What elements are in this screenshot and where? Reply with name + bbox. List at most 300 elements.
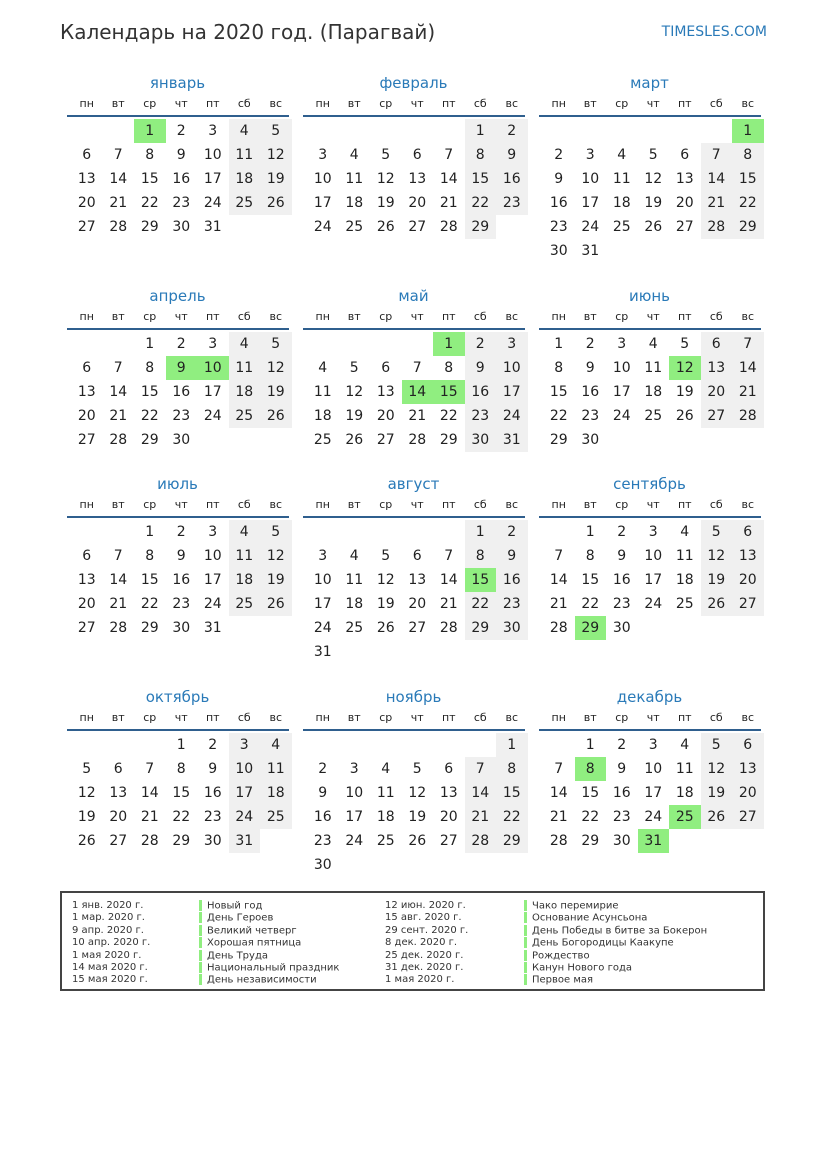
day-cell: 14 bbox=[109, 384, 128, 400]
legend-holiday-name bbox=[199, 937, 339, 949]
day-cell: 3 bbox=[496, 332, 528, 356]
day-grid bbox=[71, 332, 292, 452]
day-cell: 6 bbox=[113, 761, 123, 777]
day-cell: 26 bbox=[376, 620, 395, 636]
day-cell: 18 bbox=[229, 568, 261, 592]
weekday-label: вт bbox=[347, 498, 361, 511]
day-cell: 4 bbox=[318, 360, 328, 376]
day-cell: 22 bbox=[140, 195, 159, 211]
holiday-day-cell: 31 bbox=[638, 829, 670, 853]
day-cell: 3 bbox=[229, 733, 261, 757]
month-1 bbox=[71, 72, 292, 239]
holiday-day-cell: 8 bbox=[575, 757, 607, 781]
weekday-label: чт bbox=[646, 711, 660, 724]
day-cell: 5 bbox=[701, 520, 733, 544]
day-cell: 4 bbox=[680, 524, 690, 540]
weekday-label: вт bbox=[111, 711, 125, 724]
day-cell: 15 bbox=[140, 171, 159, 187]
weekday-label: вт bbox=[583, 498, 597, 511]
day-cell: 27 bbox=[675, 219, 694, 235]
legend-date: 1 мар. 2020 г. bbox=[72, 912, 145, 924]
month-name: февраль bbox=[379, 74, 448, 92]
day-cell: 9 bbox=[617, 761, 627, 777]
day-cell: 27 bbox=[439, 833, 458, 849]
day-cell: 17 bbox=[644, 785, 663, 801]
day-cell: 15 bbox=[496, 781, 528, 805]
day-cell: 29 bbox=[549, 432, 568, 448]
day-cell: 19 bbox=[376, 195, 395, 211]
day-cell: 20 bbox=[408, 596, 427, 612]
day-cell: 23 bbox=[549, 219, 568, 235]
day-cell: 26 bbox=[260, 191, 292, 215]
day-cell: 28 bbox=[732, 404, 764, 428]
day-cell: 6 bbox=[82, 360, 92, 376]
month-name: май bbox=[398, 287, 429, 305]
weekday-label: сб bbox=[237, 711, 251, 724]
day-cell: 2 bbox=[554, 147, 564, 163]
month-8 bbox=[307, 473, 528, 664]
holiday-marker bbox=[199, 974, 202, 985]
day-cell: 4 bbox=[617, 147, 627, 163]
legend-date: 15 мая 2020 г. bbox=[72, 974, 148, 986]
day-cell: 13 bbox=[408, 171, 427, 187]
day-cell: 27 bbox=[732, 805, 764, 829]
weekday-header bbox=[71, 708, 292, 728]
weekday-label: пн bbox=[551, 711, 566, 724]
day-cell: 1 bbox=[465, 119, 497, 143]
day-cell: 13 bbox=[77, 572, 96, 588]
day-cell: 12 bbox=[260, 143, 292, 167]
day-cell: 9 bbox=[176, 147, 186, 163]
empty-cell bbox=[669, 119, 701, 143]
weekday-label: вс bbox=[269, 498, 283, 511]
month-name: январь bbox=[149, 74, 206, 92]
weekday-label: пн bbox=[315, 711, 330, 724]
day-cell: 13 bbox=[732, 544, 764, 568]
day-cell: 30 bbox=[549, 243, 568, 259]
day-cell: 9 bbox=[208, 761, 218, 777]
day-cell: 4 bbox=[229, 119, 261, 143]
day-cell: 27 bbox=[408, 219, 427, 235]
day-cell: 3 bbox=[585, 147, 595, 163]
day-cell: 24 bbox=[644, 809, 663, 825]
day-cell: 18 bbox=[229, 380, 261, 404]
day-cell: 12 bbox=[260, 544, 292, 568]
day-cell: 22 bbox=[581, 809, 600, 825]
empty-cell bbox=[103, 520, 135, 544]
day-cell: 21 bbox=[140, 809, 159, 825]
legend-holiday-name bbox=[524, 962, 707, 974]
day-cell: 20 bbox=[675, 195, 694, 211]
empty-cell bbox=[339, 119, 371, 143]
day-cell: 12 bbox=[644, 171, 663, 187]
day-cell: 5 bbox=[260, 332, 292, 356]
weekday-label: вт bbox=[111, 498, 125, 511]
legend-name-text: Рождество bbox=[532, 950, 590, 962]
day-cell: 20 bbox=[701, 380, 733, 404]
day-cell: 6 bbox=[732, 520, 764, 544]
weekday-label: ср bbox=[143, 97, 157, 110]
weekday-label: пн bbox=[315, 97, 330, 110]
day-cell: 6 bbox=[82, 147, 92, 163]
day-cell: 11 bbox=[229, 544, 261, 568]
weekday-label: сб bbox=[473, 97, 487, 110]
day-cell: 1 bbox=[145, 524, 155, 540]
day-cell: 17 bbox=[612, 384, 631, 400]
weekday-label: сб bbox=[237, 97, 251, 110]
weekday-label: чт bbox=[646, 97, 660, 110]
day-cell: 17 bbox=[644, 572, 663, 588]
day-cell: 4 bbox=[381, 761, 391, 777]
weekday-label: пт bbox=[441, 498, 456, 511]
day-cell: 19 bbox=[260, 380, 292, 404]
weekday-label: пт bbox=[205, 97, 220, 110]
weekday-label: ср bbox=[379, 310, 393, 323]
holiday-marker bbox=[524, 900, 527, 911]
day-cell: 2 bbox=[496, 119, 528, 143]
day-cell: 11 bbox=[376, 785, 395, 801]
weekday-label: чт bbox=[174, 310, 188, 323]
empty-cell bbox=[103, 733, 135, 757]
day-cell: 18 bbox=[229, 167, 261, 191]
day-cell: 5 bbox=[381, 147, 391, 163]
header-rule bbox=[539, 516, 761, 518]
day-cell: 11 bbox=[675, 761, 694, 777]
weekday-label: вт bbox=[347, 711, 361, 724]
legend-name-text: День Труда bbox=[207, 950, 268, 962]
holiday-day-cell: 10 bbox=[197, 356, 229, 380]
day-cell: 24 bbox=[203, 596, 222, 612]
day-cell: 18 bbox=[313, 408, 332, 424]
day-cell: 30 bbox=[172, 432, 191, 448]
holiday-marker bbox=[199, 900, 202, 911]
day-cell: 11 bbox=[675, 548, 694, 564]
day-cell: 2 bbox=[176, 336, 186, 352]
month-name: сентябрь bbox=[613, 475, 686, 493]
day-cell: 26 bbox=[701, 592, 733, 616]
day-cell: 14 bbox=[109, 572, 128, 588]
legend-name-text: Национальный праздник bbox=[207, 962, 340, 974]
day-cell: 24 bbox=[203, 195, 222, 211]
day-cell: 25 bbox=[345, 219, 364, 235]
day-grid bbox=[71, 119, 292, 239]
day-cell: 9 bbox=[496, 143, 528, 167]
weekday-label: пт bbox=[677, 310, 692, 323]
day-cell: 5 bbox=[701, 733, 733, 757]
empty-cell bbox=[465, 733, 497, 757]
day-cell: 17 bbox=[203, 384, 222, 400]
header-rule bbox=[539, 115, 761, 117]
day-cell: 8 bbox=[465, 544, 497, 568]
weekday-label: пн bbox=[79, 97, 94, 110]
day-cell: 5 bbox=[349, 360, 359, 376]
day-cell: 6 bbox=[412, 548, 422, 564]
holiday-day-cell: 25 bbox=[669, 805, 701, 829]
day-cell: 10 bbox=[612, 360, 631, 376]
day-cell: 28 bbox=[701, 215, 733, 239]
day-cell: 13 bbox=[732, 757, 764, 781]
day-cell: 3 bbox=[208, 524, 218, 540]
weekday-label: пн bbox=[79, 498, 94, 511]
holiday-marker bbox=[524, 962, 527, 973]
day-cell: 14 bbox=[439, 171, 458, 187]
empty-cell bbox=[134, 733, 166, 757]
month-3 bbox=[543, 72, 764, 263]
day-cell: 30 bbox=[172, 620, 191, 636]
day-cell: 16 bbox=[172, 384, 191, 400]
day-cell: 27 bbox=[77, 432, 96, 448]
holiday-marker bbox=[524, 937, 527, 948]
day-cell: 27 bbox=[77, 620, 96, 636]
legend-holiday-name bbox=[524, 974, 707, 986]
day-cell: 6 bbox=[444, 761, 454, 777]
legend-name-text: Основание Асунсьона bbox=[532, 912, 648, 924]
month-name: декабрь bbox=[616, 688, 683, 706]
day-cell: 2 bbox=[496, 520, 528, 544]
weekday-label: вс bbox=[505, 711, 519, 724]
weekday-header bbox=[307, 94, 528, 114]
weekday-label: чт bbox=[410, 498, 424, 511]
day-cell: 26 bbox=[675, 408, 694, 424]
day-cell: 4 bbox=[260, 733, 292, 757]
day-cell: 10 bbox=[229, 757, 261, 781]
weekday-label: пт bbox=[205, 310, 220, 323]
weekday-label: чт bbox=[174, 97, 188, 110]
legend-holiday-name bbox=[524, 937, 707, 949]
empty-cell bbox=[638, 119, 670, 143]
day-cell: 9 bbox=[585, 360, 595, 376]
weekday-label: вт bbox=[347, 97, 361, 110]
header-rule bbox=[67, 328, 289, 330]
month-name: март bbox=[630, 74, 669, 92]
day-cell: 16 bbox=[172, 572, 191, 588]
month-12 bbox=[543, 686, 764, 853]
day-cell: 18 bbox=[675, 572, 694, 588]
legend-date: 9 апр. 2020 г. bbox=[72, 924, 144, 936]
day-cell: 26 bbox=[644, 219, 663, 235]
weekday-header bbox=[307, 708, 528, 728]
header-rule bbox=[539, 729, 761, 731]
day-cell: 22 bbox=[549, 408, 568, 424]
day-cell: 25 bbox=[345, 620, 364, 636]
day-cell: 7 bbox=[145, 761, 155, 777]
day-cell: 7 bbox=[444, 147, 454, 163]
day-cell: 25 bbox=[260, 805, 292, 829]
day-cell: 12 bbox=[701, 544, 733, 568]
day-cell: 20 bbox=[439, 809, 458, 825]
day-cell: 30 bbox=[581, 432, 600, 448]
day-cell: 22 bbox=[465, 592, 497, 616]
day-cell: 2 bbox=[465, 332, 497, 356]
day-cell: 8 bbox=[444, 360, 454, 376]
day-cell: 1 bbox=[496, 733, 528, 757]
day-cell: 29 bbox=[172, 833, 191, 849]
weekday-label: вт bbox=[583, 310, 597, 323]
weekday-label: сб bbox=[473, 310, 487, 323]
day-cell: 10 bbox=[313, 171, 332, 187]
day-cell: 14 bbox=[439, 572, 458, 588]
empty-cell bbox=[543, 733, 575, 757]
day-cell: 26 bbox=[408, 833, 427, 849]
brand-link[interactable]: TIMESLES.COM bbox=[661, 24, 767, 40]
day-cell: 5 bbox=[412, 761, 422, 777]
day-cell: 13 bbox=[77, 384, 96, 400]
day-cell: 24 bbox=[229, 805, 261, 829]
day-cell: 24 bbox=[496, 404, 528, 428]
day-cell: 7 bbox=[113, 360, 123, 376]
day-cell: 28 bbox=[465, 829, 497, 853]
day-cell: 17 bbox=[203, 171, 222, 187]
day-cell: 28 bbox=[439, 620, 458, 636]
empty-cell bbox=[370, 520, 402, 544]
legend-name-text: День Героев bbox=[207, 912, 274, 924]
day-cell: 18 bbox=[644, 384, 663, 400]
day-cell: 13 bbox=[675, 171, 694, 187]
day-cell: 12 bbox=[408, 785, 427, 801]
day-cell: 27 bbox=[701, 404, 733, 428]
day-cell: 19 bbox=[701, 781, 733, 805]
day-cell: 25 bbox=[376, 833, 395, 849]
day-cell: 15 bbox=[140, 572, 159, 588]
day-cell: 1 bbox=[554, 336, 564, 352]
weekday-label: вс bbox=[269, 97, 283, 110]
weekday-label: пт bbox=[441, 97, 456, 110]
day-grid bbox=[543, 119, 764, 263]
day-cell: 10 bbox=[644, 761, 663, 777]
day-cell: 30 bbox=[465, 428, 497, 452]
day-cell: 9 bbox=[617, 548, 627, 564]
day-cell: 13 bbox=[408, 572, 427, 588]
day-cell: 12 bbox=[260, 356, 292, 380]
holiday-day-cell: 15 bbox=[465, 568, 497, 592]
day-grid bbox=[71, 733, 292, 853]
legend-names-right bbox=[524, 900, 707, 987]
day-cell: 19 bbox=[675, 384, 694, 400]
day-cell: 9 bbox=[554, 171, 564, 187]
holiday-day-cell: 1 bbox=[433, 332, 465, 356]
weekday-label: сб bbox=[709, 711, 723, 724]
day-cell: 10 bbox=[581, 171, 600, 187]
header-rule bbox=[67, 115, 289, 117]
day-cell: 6 bbox=[701, 332, 733, 356]
weekday-header bbox=[543, 307, 764, 327]
month-10 bbox=[71, 686, 292, 853]
day-cell: 7 bbox=[113, 548, 123, 564]
day-grid bbox=[307, 520, 528, 664]
day-cell: 22 bbox=[140, 596, 159, 612]
weekday-label: пн bbox=[79, 310, 94, 323]
legend-date: 1 янв. 2020 г. bbox=[72, 900, 144, 911]
day-cell: 21 bbox=[408, 408, 427, 424]
empty-cell bbox=[103, 119, 135, 143]
weekday-label: пн bbox=[79, 711, 94, 724]
weekday-label: вт bbox=[583, 97, 597, 110]
day-cell: 22 bbox=[439, 408, 458, 424]
legend-name-text: Новый год bbox=[207, 900, 263, 912]
empty-cell bbox=[606, 119, 638, 143]
day-cell: 13 bbox=[77, 171, 96, 187]
day-cell: 3 bbox=[318, 548, 328, 564]
day-cell: 15 bbox=[581, 785, 600, 801]
weekday-header bbox=[71, 94, 292, 114]
day-cell: 11 bbox=[345, 171, 364, 187]
month-name: апрель bbox=[149, 287, 206, 305]
day-cell: 20 bbox=[77, 195, 96, 211]
day-cell: 29 bbox=[465, 215, 497, 239]
day-cell: 1 bbox=[585, 524, 595, 540]
day-cell: 23 bbox=[172, 596, 191, 612]
legend-date: 15 авг. 2020 г. bbox=[385, 912, 462, 924]
legend-holiday-name bbox=[524, 912, 707, 924]
day-cell: 16 bbox=[581, 384, 600, 400]
day-cell: 17 bbox=[203, 572, 222, 588]
weekday-label: пт bbox=[677, 498, 692, 511]
day-cell: 29 bbox=[465, 616, 497, 640]
weekday-label: вс bbox=[269, 310, 283, 323]
day-cell: 3 bbox=[648, 737, 658, 753]
legend-date: 1 мая 2020 г. bbox=[385, 974, 455, 986]
month-9 bbox=[543, 473, 764, 640]
day-cell: 20 bbox=[408, 195, 427, 211]
empty-cell bbox=[402, 332, 434, 356]
holiday-day-cell: 9 bbox=[166, 356, 198, 380]
holiday-legend bbox=[60, 891, 765, 991]
holiday-marker bbox=[524, 974, 527, 985]
weekday-label: сб bbox=[237, 310, 251, 323]
day-cell: 13 bbox=[109, 785, 128, 801]
day-cell: 12 bbox=[345, 384, 364, 400]
empty-cell bbox=[339, 332, 371, 356]
day-cell: 10 bbox=[313, 572, 332, 588]
day-cell: 10 bbox=[203, 147, 222, 163]
legend-dates-left bbox=[72, 900, 150, 987]
weekday-label: вс bbox=[741, 97, 755, 110]
weekday-label: вс bbox=[505, 97, 519, 110]
empty-cell bbox=[71, 520, 103, 544]
day-cell: 24 bbox=[203, 408, 222, 424]
holiday-day-cell: 15 bbox=[433, 380, 465, 404]
day-cell: 7 bbox=[701, 143, 733, 167]
day-cell: 20 bbox=[77, 596, 96, 612]
holiday-day-cell: 1 bbox=[732, 119, 764, 143]
weekday-label: вс bbox=[741, 498, 755, 511]
day-cell: 11 bbox=[260, 757, 292, 781]
legend-holiday-name bbox=[199, 962, 339, 974]
day-cell: 20 bbox=[376, 408, 395, 424]
weekday-label: вт bbox=[347, 310, 361, 323]
day-cell: 5 bbox=[680, 336, 690, 352]
weekday-label: ср bbox=[143, 310, 157, 323]
month-name: июнь bbox=[628, 287, 671, 305]
empty-cell bbox=[307, 119, 339, 143]
day-cell: 22 bbox=[140, 408, 159, 424]
empty-cell bbox=[370, 332, 402, 356]
weekday-header bbox=[71, 495, 292, 515]
weekday-header bbox=[543, 94, 764, 114]
day-cell: 4 bbox=[229, 520, 261, 544]
holiday-day-cell: 14 bbox=[402, 380, 434, 404]
day-cell: 19 bbox=[260, 568, 292, 592]
header-rule bbox=[67, 729, 289, 731]
weekday-label: пт bbox=[677, 97, 692, 110]
weekday-label: сб bbox=[709, 97, 723, 110]
holiday-marker bbox=[199, 962, 202, 973]
page-title: Календарь на 2020 год. (Парагвай) bbox=[60, 20, 436, 44]
day-cell: 19 bbox=[77, 809, 96, 825]
holiday-day-cell: 29 bbox=[575, 616, 607, 640]
weekday-header bbox=[71, 307, 292, 327]
day-cell: 19 bbox=[376, 596, 395, 612]
